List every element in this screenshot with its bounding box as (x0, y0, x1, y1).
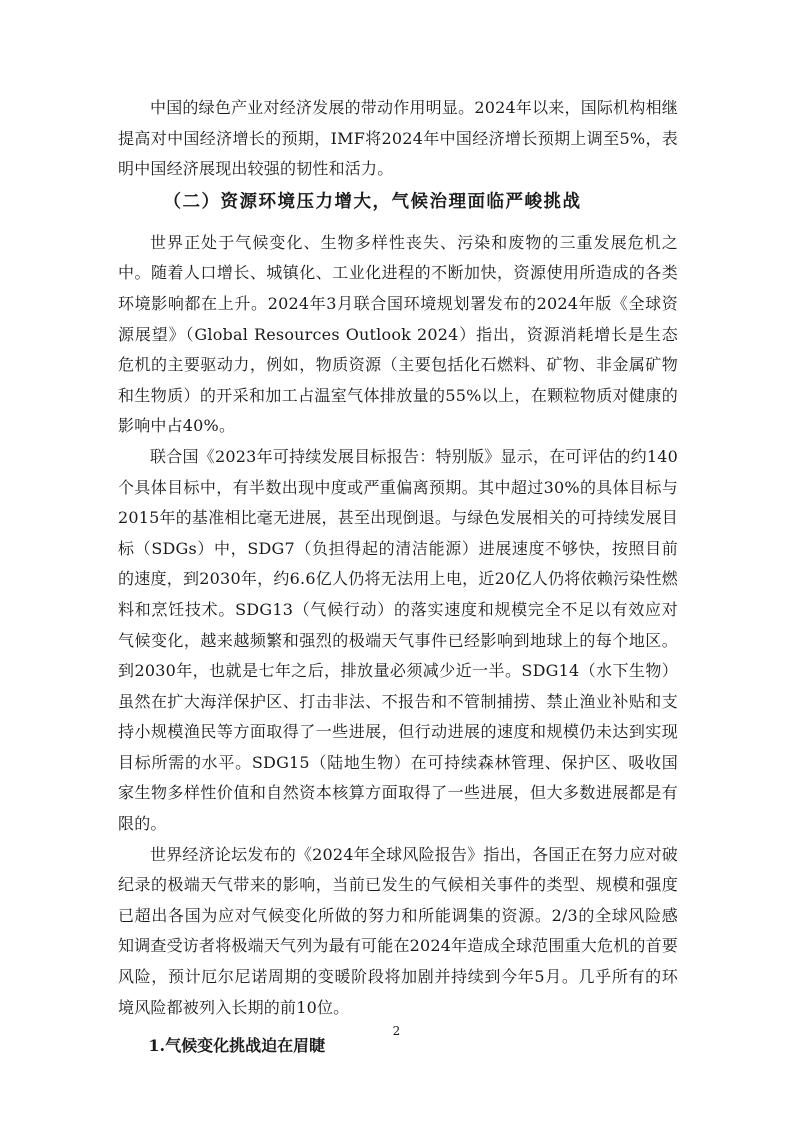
section-heading: （二）资源环境压力增大，气候治理面临严峻挑战 (163, 191, 582, 212)
page-number: 2 (392, 1024, 401, 1038)
paragraph-sdg-report: 联合国《2023年可持续发展目标报告：特别版》显示，在可评估的约140个具体目标中，有半数出现中度或严重偏离预期。其中超过30%的具体目标与2015年的基准相比毫无进展，甚至出现倒退。与绿色发展相关的可持续发展目标（SDGs）中，SDG7（负担得起的清洁能源）进展速度不够快，按照目前的速度，到2030年，约6.6亿人仍将无法用上电，近20亿人仍将依赖污染性燃料和烹饪技术。SDG13（气候行动）的落实速度和规模完全不足以有效应对气候变化，越来越频繁和强烈的极端天气事件已经影响到地球上的每个地区。到2030年，也就是七年之后，排放量必须减少近一半。SDG14（水下生物）虽然在扩大海洋保护区、打击非法、不报告和不管制捕捞、禁止渔业补贴和支持小规模渔民等方面取得了一些进展，但行动进展的速度和规模仍未达到实现目标所需的水平。SDG15（陆地生物）在可持续森林管理、保护区、吸收国家生物多样性价值和自然资本核算方面取得了一些进展，但大多数进展都是有限的。 (118, 446, 678, 834)
page-content (118, 93, 678, 1061)
paragraph-global-risks: 世界经济论坛发布的《2024年全球风险报告》指出，各国正在努力应对破纪录的极端天气带来的影响，当前已发生的气候相关事件的类型、规模和强度已超出各国为应对气候变化所做的努力和所能调集的资源。2/3的全球风险感知调查受访者将极端天气列为最有可能在2024年造成全球范围重大危机的首要风险，预计厄尔尼诺周期的变暖阶段将加剧并持续到今年5月。几乎所有的环境风险都被列入长期的前10位。 (118, 844, 678, 1017)
paragraph-triple-crisis: 世界正处于气候变化、生物多样性丧失、污染和废物的三重发展危机之中。随着人口增长、城镇化、工业化进程的不断加快，资源使用所造成的各类环境影响都在上升。2024年3月联合国环境规划署发布的2024年版《全球资源展望》（Global Resources Outlook 2024）指出，资源消耗增长是生态危机的主要驱动力，例如，物质资源（主要包括化石燃料、矿物、非金属矿物和生物质）的开采和加工占温室气体排放量的55%以上，在颗粒物质对健康的影响中占40%。 (118, 232, 678, 436)
paragraph-green-industry: 中国的绿色产业对经济发展的带动作用明显。2024年以来，国际机构相继提高对中国经济增长的预期，IMF将2024年中国经济增长预期上调至5%，表明中国经济展现出较强的韧性和活力。 (118, 98, 678, 179)
subsection-heading: 1.气候变化挑战迫在眉睫 (148, 1036, 326, 1056)
